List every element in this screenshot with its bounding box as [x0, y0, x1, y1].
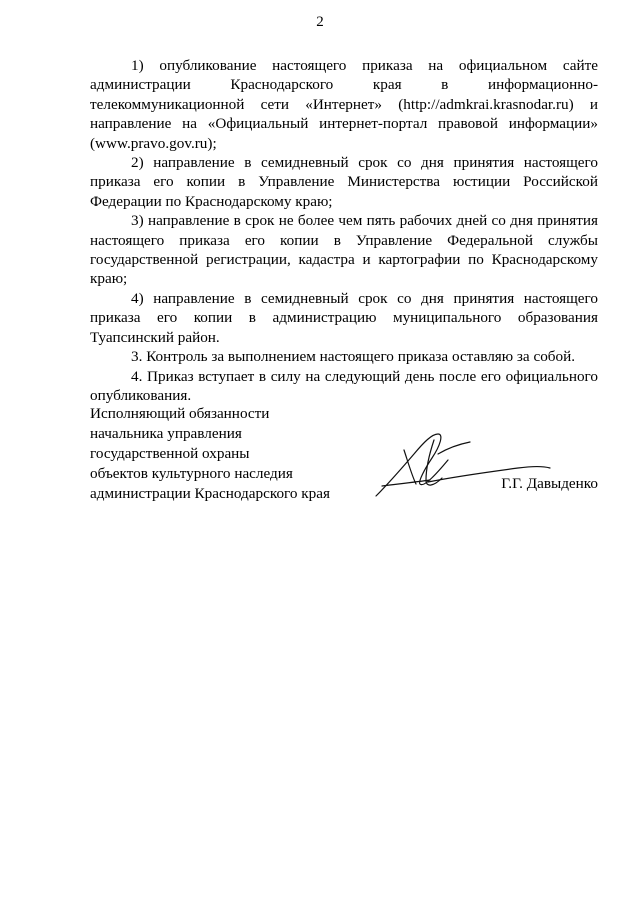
- signature-block: [90, 404, 598, 504]
- signer-position-line-2: начальника управления: [90, 425, 242, 442]
- document-body: [90, 56, 598, 405]
- paragraph-item-4: 4) направление в семидневный срок со дня принятия настоящего приказа его копии в администрацию муниципального образования Туапсинский район.: [90, 289, 598, 346]
- paragraph-item-3: 3) направление в срок не более чем пять рабочих дней со дня принятия настоящего приказа его копии в Управление Федеральной службы государственной регистрации, кадастра и картографии по Краснодарскому краю;: [90, 212, 598, 288]
- signer-position-line-4: объектов культурного наследия: [90, 465, 293, 482]
- paragraph-item-2: 2) направление в семидневный срок со дня принятия настоящего приказа его копии в Управление Министерства юстиции Российской Федерации по Краснодарскому краю;: [90, 154, 598, 210]
- signer-position-line-1: Исполняющий обязанности: [90, 405, 270, 422]
- signer-position-line-5: администрации Краснодарского края: [90, 485, 330, 502]
- page-number: 2: [316, 14, 324, 30]
- signer-position-line-3: государственной охраны: [90, 445, 250, 462]
- paragraph-item-1: 1) опубликование настоящего приказа на официальном сайте администрации Краснодарского края в информационно-телекоммуникационной сети «Интернет» (http://admkrai.krasnodar.ru) и направление на «Официальный интернет-портал правовой информации» (www.pravo.gov.ru);: [90, 57, 598, 152]
- paragraph-control: 3. Контроль за выполнением настоящего приказа оставляю за собой.: [131, 348, 576, 366]
- paragraph-effective-date: 4. Приказ вступает в силу на следующий день после его официального опубликования.: [90, 367, 598, 404]
- signer-name: Г.Г. Давыденко: [501, 475, 598, 492]
